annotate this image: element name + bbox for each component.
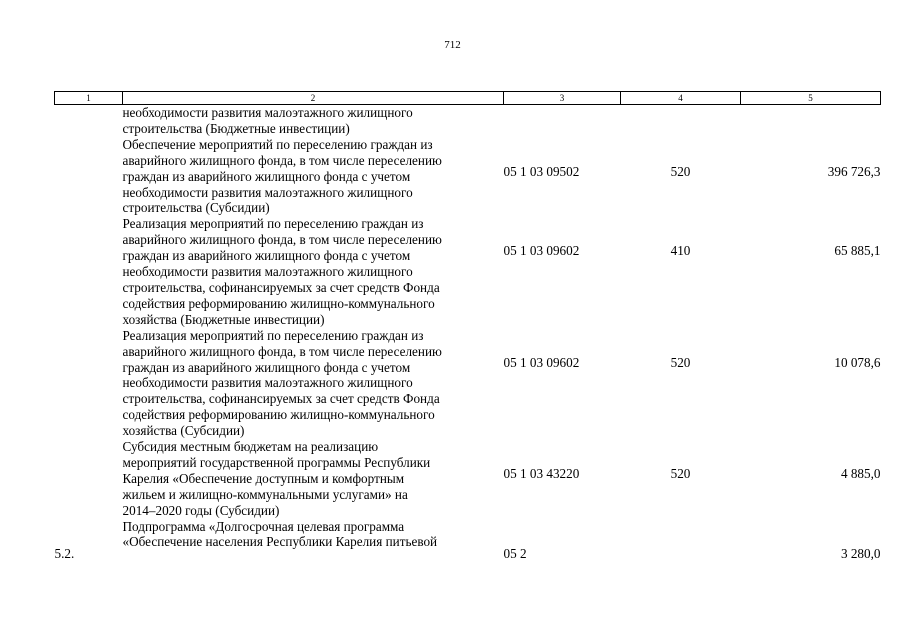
- table-row: [55, 105, 881, 137]
- row-number-cell: [55, 328, 123, 439]
- row-type-cell: 520: [670, 163, 691, 179]
- row-name-cell: [123, 137, 504, 217]
- row-code-cell: 05 1 03 43220: [503, 466, 580, 482]
- row-name-cell: [123, 105, 504, 137]
- name-line: граждан из аварийного жилищного фонда с учетом: [122, 168, 411, 184]
- table-row: [55, 328, 881, 439]
- column-header-5: 5: [741, 92, 881, 105]
- name-line: Реализация мероприятий по переселению граждан из: [122, 327, 424, 343]
- row-number-cell: [55, 216, 123, 327]
- name-line: 2014–2020 годы (Субсидии): [122, 502, 280, 518]
- row-type-cell: 520: [670, 354, 691, 370]
- row-name-cell: [123, 328, 504, 439]
- name-line: Подпрограмма «Долгосрочная целевая программа: [122, 518, 405, 534]
- name-line: хозяйства (Субсидии): [122, 423, 245, 439]
- name-line: строительства (Бюджетные инвестиции): [122, 120, 350, 136]
- row-amount-cell: 65 885,1: [834, 243, 881, 259]
- row-amount-cell: 396 726,3: [827, 163, 881, 179]
- table-row: [55, 216, 881, 327]
- row-name-cell: [123, 519, 504, 562]
- row-type-cell: 520: [670, 466, 691, 482]
- row-name-cell: [123, 439, 504, 519]
- row-amount-cell: 4 885,0: [840, 466, 881, 482]
- row-amount-cell: 10 078,6: [834, 354, 881, 370]
- row-type-cell: [621, 519, 741, 562]
- row-code-cell: 05 1 03 09602: [503, 243, 580, 259]
- page-number: 712: [444, 39, 461, 51]
- row-amount-cell: [741, 105, 881, 137]
- row-number-cell: 5.2.: [54, 545, 75, 561]
- name-line: строительства (Субсидии): [122, 200, 270, 216]
- name-line: аварийного жилищного фонда, в том числе переселению: [122, 232, 442, 248]
- column-header-3: 3: [504, 92, 621, 105]
- row-number-cell: [55, 137, 123, 217]
- table-row: [55, 439, 881, 519]
- name-line: необходимости развития малоэтажного жилищного: [122, 184, 413, 200]
- name-line: хозяйства (Бюджетные инвестиции): [122, 311, 325, 327]
- name-line: Обеспечение мероприятий по переселению граждан из: [122, 136, 433, 152]
- name-line: содействия реформированию жилищно-коммунального: [122, 295, 435, 311]
- column-header-2: 2: [123, 92, 504, 105]
- name-line: Реализация мероприятий по переселению граждан из: [122, 216, 424, 232]
- name-line: Субсидия местным бюджетам на реализацию: [122, 439, 379, 455]
- name-line: мероприятий государственной программы Республики: [122, 454, 431, 470]
- name-line: аварийного жилищного фонда, в том числе переселению: [122, 343, 442, 359]
- budget-table: [54, 91, 881, 561]
- table-body: [55, 105, 881, 562]
- row-amount-cell: 3 280,0: [840, 545, 881, 561]
- name-line: необходимости развития малоэтажного жилищного: [122, 264, 413, 280]
- name-line: строительства, софинансируемых за счет средств Фонда: [122, 279, 440, 295]
- name-line: содействия реформированию жилищно-коммунального: [122, 407, 435, 423]
- table-header: [55, 92, 881, 105]
- name-line: строительства, софинансируемых за счет средств Фонда: [122, 391, 440, 407]
- table-row: [55, 137, 881, 217]
- row-type-cell: [621, 105, 741, 137]
- column-header-4: 4: [621, 92, 741, 105]
- name-line: жильем и жилищно-коммунальными услугами» на: [122, 486, 408, 502]
- name-line: необходимости развития малоэтажного жилищного: [122, 375, 413, 391]
- table-row: [55, 519, 881, 562]
- name-line: аварийного жилищного фонда, в том числе переселению: [122, 152, 442, 168]
- name-line: Карелия «Обеспечение доступным и комфортным: [122, 470, 405, 486]
- row-code-cell: [504, 105, 621, 137]
- row-type-cell: 410: [670, 243, 691, 259]
- name-line: «Обеспечение населения Республики Карелия питьевой: [122, 534, 438, 550]
- column-header-1: 1: [55, 92, 123, 105]
- name-line: граждан из аварийного жилищного фонда с учетом: [122, 248, 411, 264]
- row-code-cell: 05 1 03 09602: [503, 354, 580, 370]
- name-line: необходимости развития малоэтажного жилищного: [122, 105, 413, 120]
- row-number-cell: [55, 105, 123, 137]
- row-name-cell: [123, 216, 504, 327]
- row-number-cell: [55, 439, 123, 519]
- row-code-cell: 05 1 03 09502: [503, 163, 580, 179]
- row-code-cell: 05 2: [503, 545, 527, 561]
- name-line: граждан из аварийного жилищного фонда с учетом: [122, 359, 411, 375]
